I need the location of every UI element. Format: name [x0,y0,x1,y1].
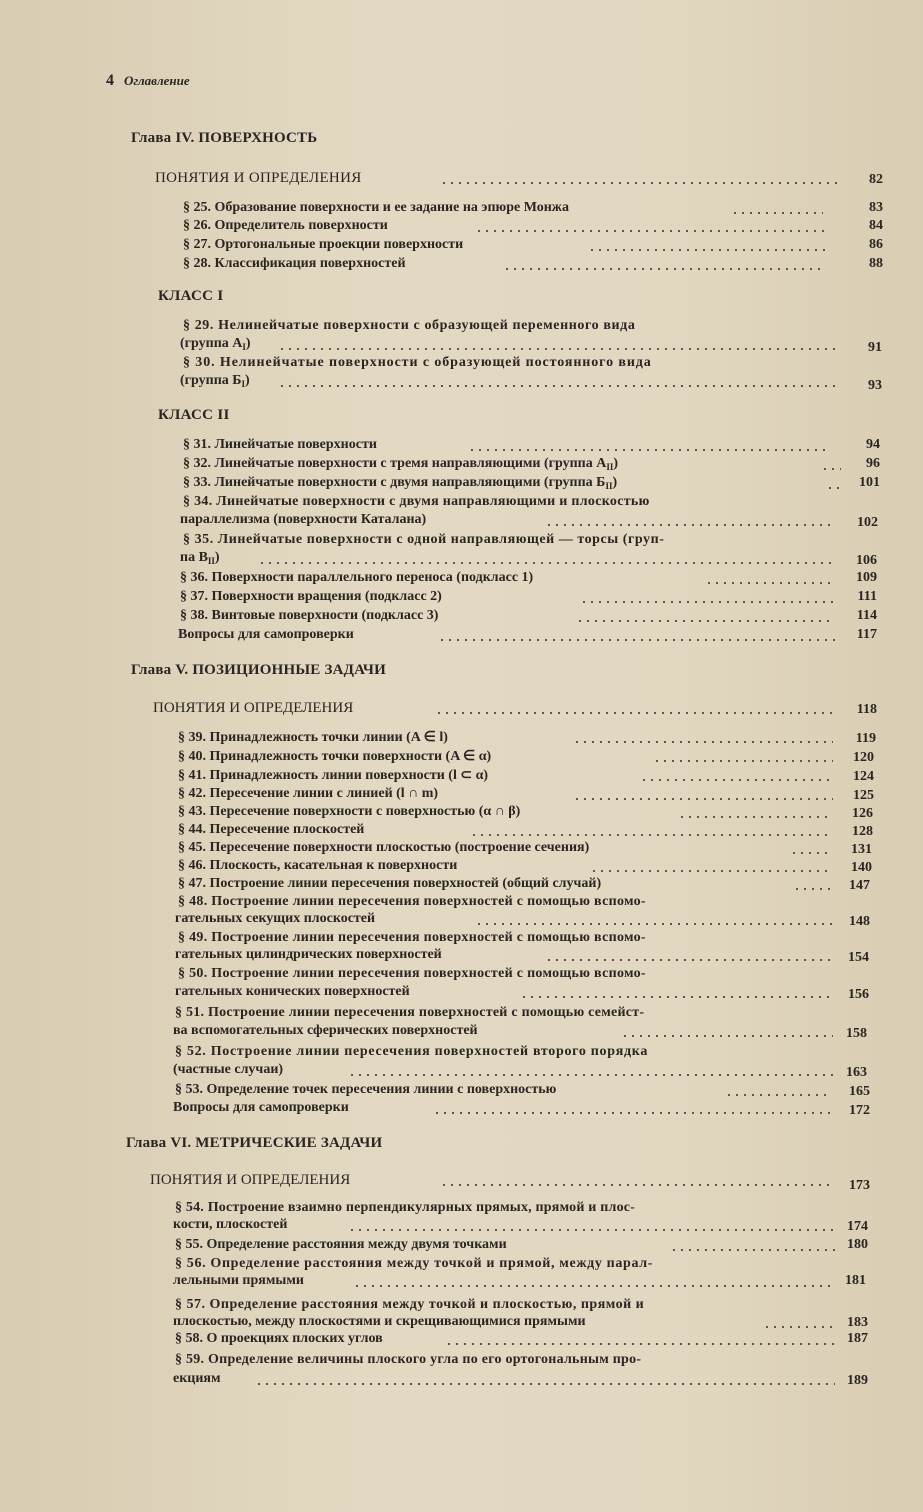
page-ref: 94 [866,437,880,452]
toc-row[interactable] [178,767,874,785]
page-ref: 84 [869,218,883,233]
page-ref: 120 [853,750,874,765]
entry-text: § 42. Пересечение линии с линией (l ∩ m) [178,786,439,801]
entry-text: § 47. Построение линии пересечения поверхностей (общий случай) [178,876,602,891]
toc-row[interactable] [178,804,873,822]
toc-row[interactable] [155,170,883,188]
entry-text-line1: § 49. Построение линии пересечения поверхностей с помощью вспомо- [178,930,646,945]
page-ref: 131 [851,842,872,857]
entry-text-line1: § 57. Определение расстояния между точкой и плоскостью, прямой и [175,1297,645,1312]
toc-row[interactable] [183,437,880,455]
toc-row[interactable] [175,1237,868,1255]
toc-row[interactable] [150,1172,870,1193]
toc-row[interactable] [178,748,874,766]
page-ref: 96 [866,456,880,471]
toc-row[interactable] [173,1062,867,1080]
toc-row[interactable] [173,1100,870,1118]
running-title: Оглавление [124,73,190,88]
page-ref: 88 [869,256,883,271]
page-ref: 118 [856,702,877,717]
page-ref: 82 [869,172,883,187]
chapter-4-title: Глава IV. ПОВЕРХНОСТЬ [131,130,318,146]
chapter-6-title: Глава VI. МЕТРИЧЕСКИЕ ЗАДАЧИ [126,1135,383,1151]
entry-text: § 28. Классификация поверхностей [183,256,406,271]
page-ref: 173 [849,1178,870,1193]
class-2-heading: КЛАСС II [158,407,230,423]
page-ref: 86 [869,237,883,252]
entry-text: § 41. Принадлежность линии поверхности (l ⊂ α) [178,768,489,783]
toc-row[interactable] [173,1371,868,1389]
page-ref: 125 [853,788,874,803]
toc-row[interactable] [175,911,870,929]
entry-text: § 36. Поверхности параллельного переноса (подкласс 1) [180,570,534,585]
page-ref: 174 [847,1219,868,1234]
page-ref: 128 [852,824,873,839]
entry-text: § 40. Принадлежность точки поверхности (A ∈ α) [178,749,492,764]
toc-row[interactable] [178,729,876,747]
toc-row[interactable] [180,608,877,626]
entry-text: ва вспомогательных сферических поверхностей [173,1023,478,1038]
page-ref: 114 [856,608,877,623]
entry-text: § 39. Принадлежность точки линии (A ∈ l) [178,730,448,745]
section-title: ПОНЯТИЯ И ОПРЕДЕЛЕНИЯ [155,170,362,186]
class-1-heading: КЛАСС I [158,288,224,304]
page-ref: 154 [848,950,869,965]
page-ref: 183 [847,1315,868,1330]
toc-row[interactable] [180,589,877,607]
page-ref: 147 [849,878,870,893]
entry-text-line1: § 54. Построение взаимно перпендикулярных прямых, прямой и плос- [175,1200,636,1215]
entry-text-line1: § 59. Определение величины плоского угла по его ортогональным про- [175,1352,642,1367]
entry-text: лельными прямыми [173,1273,304,1288]
toc-row[interactable] [173,1217,868,1235]
toc-row[interactable] [180,512,878,530]
page-ref: 148 [849,914,870,929]
toc-row[interactable] [178,858,872,876]
page-ref: 91 [868,340,882,355]
page-ref: 93 [868,378,882,393]
entry-text: плоскостью, между плоскостями и скрещивающимися прямыми [173,1314,586,1329]
entry-text-line1: § 34. Линейчатые поверхности с двумя направляющими и плоскостью [183,494,650,509]
toc-row[interactable] [178,876,870,894]
toc-row[interactable] [175,947,869,965]
entry-text: § 38. Винтовые поверхности (подкласс 3) [180,608,439,623]
entry-text: Вопросы для самопроверки [178,627,354,642]
entry-text: Вопросы для самопроверки [173,1100,349,1115]
toc-row[interactable] [173,1023,867,1041]
section-title: ПОНЯТИЯ И ОПРЕДЕЛЕНИЯ [150,1172,351,1188]
page-ref: 140 [851,860,872,875]
entry-text: § 25. Образование поверхности и ее задание на эпюре Монжа [183,200,569,215]
entry-text-line1: § 29. Нелинейчатые поверхности с образующей переменного вида [183,318,636,333]
entry-text-line1: § 56. Определение расстояния между точкой и прямой, между парал- [175,1256,654,1271]
toc-row[interactable] [180,570,877,588]
entry-text: § 55. Определение расстояния между двумя точками [175,1237,507,1252]
page-ref: 119 [855,731,876,746]
toc-row[interactable] [180,373,882,391]
page-ref: 163 [846,1065,867,1080]
entry-text: кости, плоскостей [173,1217,288,1232]
entry-text: (группа $Б_I$) [180,373,250,389]
entry-text: па $B_{II}$) [180,550,220,566]
toc-row[interactable] [183,256,883,274]
toc-row[interactable] [178,627,877,645]
toc-row[interactable] [178,786,874,804]
page-ref: 156 [848,987,869,1002]
chapter-5-title: Глава V. ПОЗИЦИОННЫЕ ЗАДАЧИ [131,662,386,678]
entry-text-line1: § 50. Построение линии пересечения поверхностей с помощью вспомо- [178,966,646,981]
entry-text-line1: § 35. Линейчатые поверхности с одной направляющей — торсы (груп- [183,532,665,547]
page-ref: 165 [849,1084,870,1099]
entry-text: § 26. Определитель поверхности [183,218,388,233]
entry-text: § 37. Поверхности вращения (подкласс 2) [180,589,442,604]
toc-row[interactable] [178,822,873,840]
toc-row[interactable] [183,218,883,236]
entry-text: екциям [173,1371,221,1386]
toc-row[interactable] [175,1331,868,1349]
page-ref: 111 [857,589,877,604]
entry-text: (частные случаи) [173,1062,284,1077]
entry-text: параллелизма (поверхности Каталана) [180,512,427,527]
page-ref: 180 [847,1237,868,1252]
entry-text: § 33. Линейчатые поверхности с двумя направляющими (группа $Б_{II}$) [183,475,618,491]
toc-row[interactable] [173,1273,866,1291]
page-ref: 101 [859,475,880,490]
entry-text: § 45. Пересечение поверхности плоскостью (построение сечения) [178,840,590,855]
toc-row[interactable] [180,336,882,354]
page-ref: 126 [852,806,873,821]
entry-text: § 46. Плоскость, касательная к поверхности [178,858,458,873]
entry-text-line1: § 30. Нелинейчатые поверхности с образующей постоянного вида [183,355,652,370]
page-ref: 172 [849,1103,870,1118]
entry-text-line1: § 51. Построение линии пересечения поверхностей с помощью семейст- [175,1005,645,1020]
toc-row[interactable] [153,700,877,718]
toc-row[interactable] [183,237,883,255]
toc-row[interactable] [178,840,872,858]
page-ref: 102 [857,515,878,530]
toc-row[interactable] [180,550,877,568]
entry-text: гательных цилиндрических поверхностей [175,947,442,962]
toc-row[interactable] [175,1082,870,1100]
page-ref: 109 [856,570,877,585]
page-ref: 106 [856,553,877,568]
entry-text: § 53. Определение точек пересечения линии с поверхностью [175,1082,557,1097]
entry-text: § 43. Пересечение поверхности с поверхностью (α ∩ β) [178,804,521,819]
entry-text: (группа $A_I$) [180,336,251,352]
entry-text: § 27. Ортогональные проекции поверхности [183,237,464,252]
page-ref: 117 [856,627,877,642]
page-ref: 187 [847,1331,868,1346]
entry-text: § 58. О проекциях плоских углов [175,1331,383,1346]
entry-text: гательных секущих плоскостей [175,911,376,926]
entry-text: гательных конических поверхностей [175,984,410,999]
toc-row[interactable] [175,984,869,1002]
section-title: ПОНЯТИЯ И ОПРЕДЕЛЕНИЯ [153,700,354,716]
entry-text: § 31. Линейчатые поверхности [183,437,377,452]
page-ref: 189 [847,1373,868,1388]
toc-row[interactable] [183,456,880,474]
entry-text-line1: § 52. Построение линии пересечения поверхностей второго порядка [175,1044,649,1059]
page-ref: 83 [869,200,883,215]
page-ref: 181 [845,1273,866,1288]
entry-text-line1: § 48. Построение линии пересечения поверхностей с помощью вспомо- [178,894,646,909]
page-ref: 158 [846,1026,867,1041]
page-ref: 124 [853,769,874,784]
toc-row[interactable] [173,1314,868,1332]
page-number: 4 [106,72,114,89]
entry-text: § 44. Пересечение плоскостей [178,822,365,837]
running-header [106,72,190,90]
toc-row[interactable] [183,475,880,493]
toc-row[interactable] [183,200,883,218]
entry-text: § 32. Линейчатые поверхности с тремя направляющими (группа $A_{II}$) [183,456,619,472]
